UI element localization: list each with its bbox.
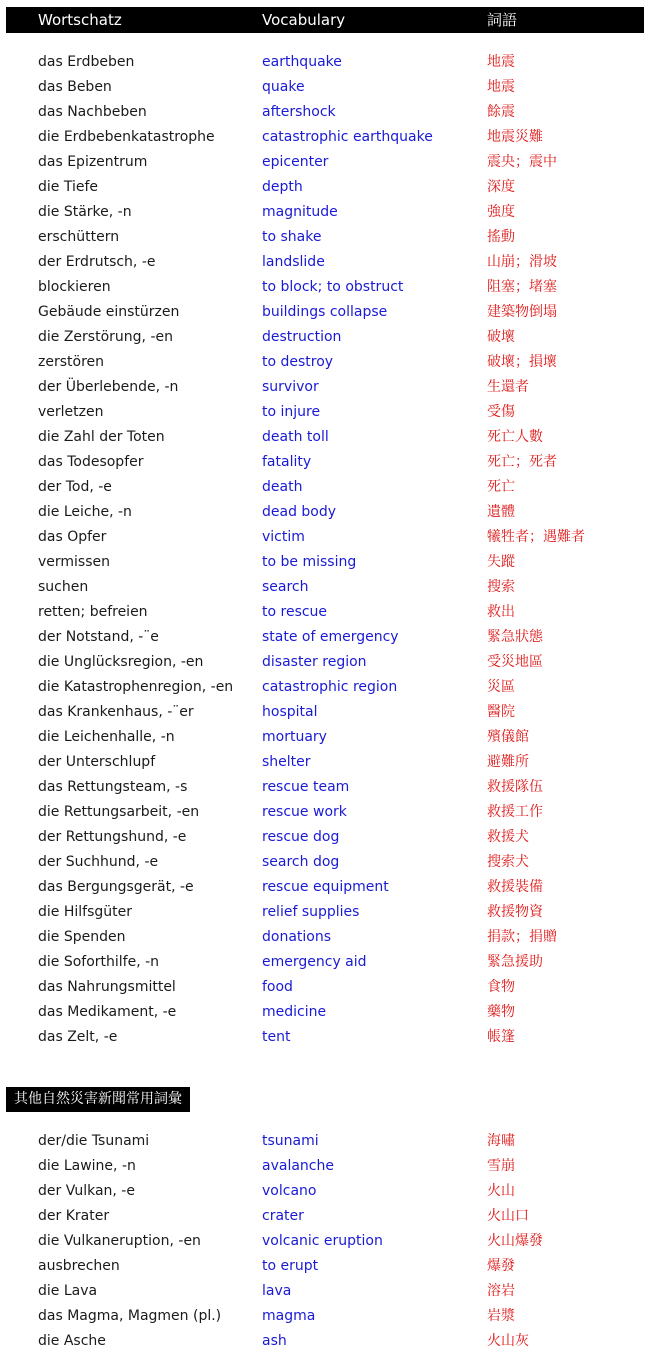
english-term: hospital <box>262 704 318 720</box>
chinese-term: 搜索犬 <box>487 854 529 870</box>
vocab-row <box>0 575 650 600</box>
english-term: death <box>262 479 303 495</box>
english-term: tent <box>262 1029 291 1045</box>
vocab-row <box>0 425 650 450</box>
german-term: der Vulkan, -e <box>38 1183 135 1199</box>
chinese-term: 遺體 <box>487 504 515 520</box>
vocab-row <box>0 850 650 875</box>
german-term: die Lawine, -n <box>38 1158 136 1174</box>
chinese-term: 殯儀館 <box>487 729 529 745</box>
english-term: quake <box>262 79 305 95</box>
vocab-row <box>0 150 650 175</box>
vocab-row <box>0 800 650 825</box>
german-term: das Nahrungsmittel <box>38 979 176 995</box>
german-term: das Krankenhaus, -¨er <box>38 704 194 720</box>
vocab-row <box>0 625 650 650</box>
english-term: dead body <box>262 504 337 520</box>
german-term: der Überlebende, -n <box>38 379 179 395</box>
vocab-row <box>0 475 650 500</box>
chinese-term: 緊急援助 <box>487 954 543 970</box>
german-term: das Opfer <box>38 529 107 545</box>
english-term: rescue dog <box>262 829 340 845</box>
chinese-term: 爆發 <box>487 1258 515 1274</box>
vocab-row <box>0 125 650 150</box>
english-term: to erupt <box>262 1258 319 1274</box>
chinese-term: 帳篷 <box>487 1029 515 1045</box>
chinese-term: 救援物資 <box>487 904 543 920</box>
german-term: das Epizentrum <box>38 154 148 170</box>
chinese-term: 避難所 <box>487 754 529 770</box>
german-term: zerstören <box>38 354 105 370</box>
german-term: die Leichenhalle, -n <box>38 729 175 745</box>
vocab-row <box>0 1000 650 1025</box>
vocab-row <box>0 875 650 900</box>
english-term: volcanic eruption <box>262 1233 383 1249</box>
german-term: das Erdbeben <box>38 54 135 70</box>
english-term: earthquake <box>262 54 342 70</box>
german-term: blockieren <box>38 279 111 295</box>
english-term: state of emergency <box>262 629 399 645</box>
german-term: der Krater <box>38 1208 110 1224</box>
vocab-row <box>0 675 650 700</box>
chinese-term: 火山口 <box>487 1208 529 1224</box>
german-term: die Leiche, -n <box>38 504 132 520</box>
chinese-term: 食物 <box>487 979 515 995</box>
vocab-row <box>0 900 650 925</box>
vocab-row <box>0 700 650 725</box>
german-term: die Asche <box>38 1333 106 1349</box>
english-term: disaster region <box>262 654 367 670</box>
english-term: to injure <box>262 404 321 420</box>
vocab-row <box>0 825 650 850</box>
chinese-term: 阻塞；堵塞 <box>487 279 557 295</box>
chinese-term: 溶岩 <box>487 1283 515 1299</box>
german-term: das Nachbeben <box>38 104 147 120</box>
chinese-term: 死亡；死者 <box>487 454 557 470</box>
german-term: vermissen <box>38 554 111 570</box>
english-term: lava <box>262 1283 292 1299</box>
english-term: death toll <box>262 429 329 445</box>
vocab-row <box>0 1229 650 1254</box>
german-term: erschüttern <box>38 229 120 245</box>
german-term: Gebäude einstürzen <box>38 304 180 320</box>
vocab-row <box>0 650 650 675</box>
chinese-term: 地震 <box>487 54 515 70</box>
english-term: relief supplies <box>262 904 360 920</box>
english-term: depth <box>262 179 303 195</box>
chinese-term: 火山爆發 <box>487 1233 543 1249</box>
chinese-term: 生還者 <box>487 379 529 395</box>
english-term: tsunami <box>262 1133 319 1149</box>
english-term: landslide <box>262 254 325 270</box>
english-term: catastrophic earthquake <box>262 129 433 145</box>
chinese-term: 建築物倒塌 <box>487 304 557 320</box>
english-term: rescue work <box>262 804 347 820</box>
chinese-term: 雪崩 <box>487 1158 515 1174</box>
english-term: crater <box>262 1208 304 1224</box>
vocab-row <box>0 1329 650 1354</box>
vocab-row <box>0 1129 650 1154</box>
german-term: der Unterschlupf <box>38 754 156 770</box>
german-term: die Stärke, -n <box>38 204 132 220</box>
german-term: verletzen <box>38 404 104 420</box>
vocab-row <box>0 225 650 250</box>
german-term: der Notstand, -¨e <box>38 629 159 645</box>
english-term: medicine <box>262 1004 327 1020</box>
vocab-row <box>0 275 650 300</box>
english-term: to shake <box>262 229 322 245</box>
vocab-row <box>0 1154 650 1179</box>
german-term: die Katastrophenregion, -en <box>38 679 234 695</box>
german-term: das Rettungsteam, -s <box>38 779 188 795</box>
german-term: die Zahl der Toten <box>38 429 165 445</box>
chinese-term: 死亡 <box>487 479 515 495</box>
german-term: das Todesopfer <box>38 454 144 470</box>
vocab-row <box>0 400 650 425</box>
chinese-term: 救援工作 <box>487 804 543 820</box>
chinese-term: 受災地區 <box>487 654 543 670</box>
chinese-term: 醫院 <box>487 704 515 720</box>
vocab-row <box>0 300 650 325</box>
english-term: to be missing <box>262 554 357 570</box>
german-term: der Rettungshund, -e <box>38 829 187 845</box>
english-term: rescue equipment <box>262 879 389 895</box>
german-term: die Rettungsarbeit, -en <box>38 804 200 820</box>
english-term: buildings collapse <box>262 304 388 320</box>
chinese-term: 緊急狀態 <box>487 629 543 645</box>
vocab-row <box>0 1279 650 1304</box>
chinese-term: 破壞 <box>487 329 515 345</box>
vocab-row <box>0 600 650 625</box>
english-term: fatality <box>262 454 312 470</box>
vocab-row <box>0 200 650 225</box>
chinese-term: 捐款；捐贈 <box>487 929 557 945</box>
section-title: 其他自然災害新聞常用詞彙 <box>6 1087 190 1112</box>
german-term: die Lava <box>38 1283 98 1299</box>
english-term: emergency aid <box>262 954 367 970</box>
other-vocab-list <box>0 1129 650 1354</box>
chinese-term: 受傷 <box>487 404 515 420</box>
english-term: donations <box>262 929 332 945</box>
german-term: der Suchhund, -e <box>38 854 159 870</box>
english-term: victim <box>262 529 305 545</box>
vocab-row <box>0 1025 650 1050</box>
english-term: magnitude <box>262 204 338 220</box>
chinese-term: 犧牲者；遇難者 <box>487 529 585 545</box>
english-term: epicenter <box>262 154 329 170</box>
english-term: search <box>262 579 309 595</box>
vocab-row <box>0 1204 650 1229</box>
chinese-term: 搖動 <box>487 229 515 245</box>
chinese-term: 岩漿 <box>487 1308 515 1324</box>
chinese-term: 深度 <box>487 179 515 195</box>
vocab-row <box>0 725 650 750</box>
chinese-term: 火山灰 <box>487 1333 529 1349</box>
german-term: der/die Tsunami <box>38 1133 150 1149</box>
german-term: die Zerstörung, -en <box>38 329 173 345</box>
vocab-row <box>0 325 650 350</box>
chinese-term: 海嘯 <box>487 1133 515 1149</box>
chinese-term: 死亡人數 <box>487 429 543 445</box>
chinese-term: 餘震 <box>487 104 515 120</box>
vocab-row <box>0 950 650 975</box>
german-term: ausbrechen <box>38 1258 120 1274</box>
chinese-term: 藥物 <box>487 1004 515 1020</box>
vocab-row <box>0 375 650 400</box>
english-term: to destroy <box>262 354 334 370</box>
german-term: die Tiefe <box>38 179 99 195</box>
english-term: survivor <box>262 379 319 395</box>
german-term: retten; befreien <box>38 604 148 620</box>
chinese-term: 災區 <box>487 679 515 695</box>
german-term: das Medikament, -e <box>38 1004 177 1020</box>
vocab-row <box>0 550 650 575</box>
german-term: der Erdrutsch, -e <box>38 254 156 270</box>
vocab-row <box>0 350 650 375</box>
english-term: destruction <box>262 329 342 345</box>
chinese-term: 救援犬 <box>487 829 529 845</box>
german-term: suchen <box>38 579 89 595</box>
vocab-row <box>0 100 650 125</box>
vocab-row <box>0 525 650 550</box>
english-term: volcano <box>262 1183 317 1199</box>
table-header <box>6 7 644 33</box>
german-term: der Tod, -e <box>38 479 112 495</box>
vocab-row <box>0 975 650 1000</box>
vocab-row <box>0 50 650 75</box>
vocab-row <box>0 925 650 950</box>
english-term: ash <box>262 1333 287 1349</box>
german-term: die Soforthilfe, -n <box>38 954 160 970</box>
chinese-term: 地震 <box>487 79 515 95</box>
english-term: avalanche <box>262 1158 334 1174</box>
chinese-term: 破壞；損壞 <box>487 354 557 370</box>
english-term: magma <box>262 1308 316 1324</box>
chinese-term: 火山 <box>487 1183 515 1199</box>
german-term: das Zelt, -e <box>38 1029 118 1045</box>
header-german: Wortschatz <box>38 11 122 29</box>
german-term: die Vulkaneruption, -en <box>38 1233 201 1249</box>
german-term: die Unglücksregion, -en <box>38 654 204 670</box>
vocab-row <box>0 500 650 525</box>
german-term: das Beben <box>38 79 112 95</box>
vocab-row <box>0 775 650 800</box>
vocab-row <box>0 450 650 475</box>
vocab-row <box>0 1304 650 1329</box>
vocab-row <box>0 175 650 200</box>
header-english: Vocabulary <box>262 11 346 29</box>
chinese-term: 失蹤 <box>487 554 515 570</box>
german-term: die Spenden <box>38 929 126 945</box>
chinese-term: 救出 <box>487 604 515 620</box>
chinese-term: 強度 <box>487 204 515 220</box>
english-term: food <box>262 979 293 995</box>
english-term: rescue team <box>262 779 350 795</box>
english-term: catastrophic region <box>262 679 398 695</box>
english-term: shelter <box>262 754 311 770</box>
english-term: mortuary <box>262 729 327 745</box>
vocab-row <box>0 75 650 100</box>
chinese-term: 救援裝備 <box>487 879 543 895</box>
vocab-row <box>0 1179 650 1204</box>
chinese-term: 山崩；滑坡 <box>487 254 557 270</box>
chinese-term: 震央；震中 <box>487 154 557 170</box>
german-term: das Bergungsgerät, -e <box>38 879 194 895</box>
english-term: to rescue <box>262 604 328 620</box>
german-term: das Magma, Magmen (pl.) <box>38 1308 222 1324</box>
chinese-term: 地震災難 <box>487 129 543 145</box>
german-term: die Hilfsgüter <box>38 904 132 920</box>
vocab-row <box>0 750 650 775</box>
chinese-term: 搜索 <box>487 579 515 595</box>
english-term: to block; to obstruct <box>262 279 404 295</box>
chinese-term: 救援隊伍 <box>487 779 543 795</box>
english-term: search dog <box>262 854 340 870</box>
german-term: die Erdbebenkatastrophe <box>38 129 215 145</box>
english-term: aftershock <box>262 104 336 120</box>
header-chinese: 詞語 <box>487 11 518 29</box>
vocab-list <box>0 50 650 1050</box>
vocab-row <box>0 1254 650 1279</box>
vocab-row <box>0 250 650 275</box>
